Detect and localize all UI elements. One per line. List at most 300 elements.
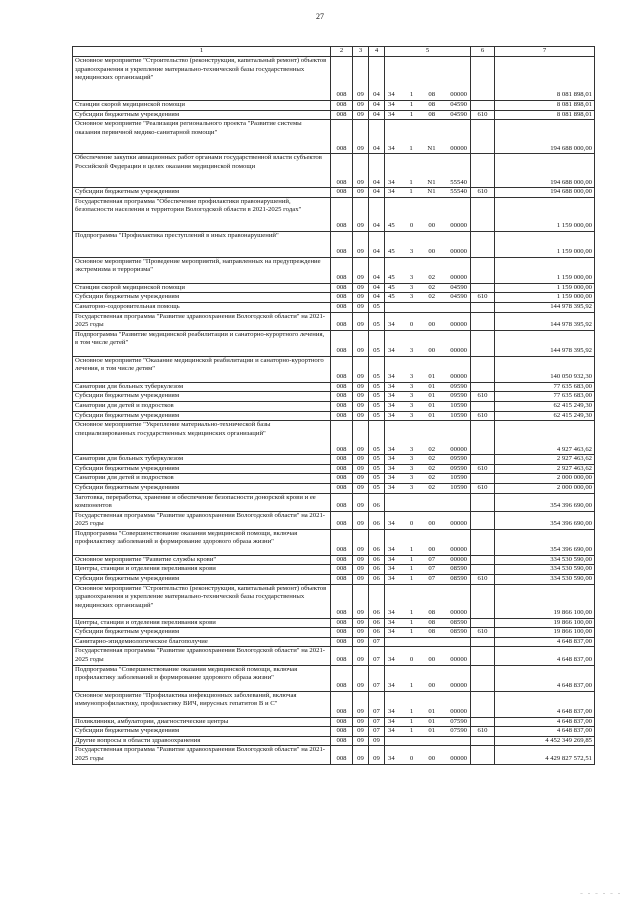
target-article-part: 10590 [450,483,467,491]
target-article-part: 1 [409,555,414,563]
row-code-subsection: 04 [369,110,385,120]
row-target-article [385,455,471,465]
target-article-part: 1 [409,717,414,725]
row-code-section: 09 [353,529,369,555]
target-article-part: 45 [388,283,395,291]
target-article-part: 02 [428,455,436,463]
row-name-cell: Подпрограмма "Совершенствование оказания медицинской помощи, включая профилактику заболеваний и формирование здорового образа жизни" [73,665,331,691]
target-article-part: 34 [388,188,395,196]
row-expense-type [471,717,495,727]
table-row [73,555,595,565]
row-code-section: 09 [353,356,369,382]
target-article-part: 34 [388,392,395,400]
row-code-subsection: 07 [369,637,385,647]
row-target-article [385,665,471,691]
row-expense-type [471,529,495,555]
row-expense-type: 610 [471,392,495,402]
table-row [73,197,595,231]
target-article-part: 34 [388,464,395,472]
row-target-article [385,565,471,575]
table-row [73,302,595,312]
row-code-admin: 008 [331,584,353,618]
row-code-subsection: 04 [369,188,385,198]
table-row [73,727,595,737]
target-article-part: 02 [428,283,436,291]
row-code-admin: 008 [331,312,353,330]
row-code-admin: 008 [331,691,353,717]
row-expense-type [471,736,495,746]
row-code-subsection: 06 [369,493,385,511]
row-code-subsection: 04 [369,231,385,257]
row-name-cell: Санатории для детей и подростков [73,474,331,484]
row-target-article [385,110,471,120]
target-article-part: 45 [388,222,395,230]
row-code-section: 09 [353,493,369,511]
target-article-part: 34 [388,445,395,453]
header-cell: 7 [495,47,595,57]
target-article-part: 09590 [450,382,467,390]
target-article-part: 01 [428,392,436,400]
target-article-part: 34 [388,628,395,636]
table-row [73,665,595,691]
row-expense-type [471,283,495,293]
table-row [73,312,595,330]
row-code-admin: 008 [331,529,353,555]
target-article-part: 0 [409,520,414,528]
table-row [73,691,595,717]
row-code-section: 09 [353,120,369,154]
target-article-part: 3 [409,274,414,282]
target-article-part: 08590 [450,575,467,583]
table-row [73,356,595,382]
row-target-article [385,411,471,421]
target-article-part: 34 [388,755,395,762]
row-target-article [385,483,471,493]
target-article-part: 00 [428,546,436,554]
row-target-article [385,382,471,392]
row-amount: 1 159 000,00 [495,293,595,303]
row-expense-type [471,474,495,484]
row-code-admin: 008 [331,474,353,484]
target-article-part: 1 [409,110,414,118]
row-name-cell: Санитарно-эпидемиологическое благополучие [73,637,331,647]
row-amount: 1 159 000,00 [495,197,595,231]
row-code-admin: 008 [331,401,353,411]
table-row [73,188,595,198]
row-amount: 354 396 690,00 [495,493,595,511]
row-code-subsection: 05 [369,356,385,382]
target-article-part: 1 [409,546,414,554]
target-article-part: 07 [428,565,436,573]
target-article-part: 34 [388,520,395,528]
target-article-part: 01 [428,708,436,716]
row-expense-type: 610 [471,293,495,303]
row-code-section: 09 [353,101,369,111]
table-row [73,483,595,493]
table-row [73,382,595,392]
target-article-part: 1 [409,178,413,186]
row-code-admin: 008 [331,293,353,303]
row-amount: 19 866 100,00 [495,584,595,618]
target-article-part: 3 [409,483,414,491]
row-target-article [385,188,471,198]
target-article-part: 00 [428,656,436,664]
target-article-part: 02 [428,474,436,482]
row-amount: 4 648 837,00 [495,647,595,665]
table-row [73,455,595,465]
row-expense-type: 610 [471,188,495,198]
row-name-cell: Другие вопросы в области здравоохранения [73,736,331,746]
row-code-section: 09 [353,110,369,120]
table-row [73,529,595,555]
target-article-part: 34 [388,91,395,99]
row-code-admin: 008 [331,392,353,402]
row-expense-type: 610 [471,727,495,737]
target-article-part: 34 [388,321,395,329]
row-code-admin: 008 [331,283,353,293]
row-target-article [385,154,471,188]
row-expense-type [471,511,495,529]
target-article-part: 34 [388,347,395,355]
row-code-subsection: 05 [369,330,385,356]
target-article-part: 1 [409,682,414,690]
row-code-admin: 008 [331,555,353,565]
row-amount: 194 688 000,00 [495,120,595,154]
target-article-part: N1 [427,178,436,186]
row-code-admin: 008 [331,618,353,628]
target-article-part: 3 [409,382,414,390]
row-code-section: 09 [353,647,369,665]
target-article-part: 1 [409,144,413,152]
row-code-subsection: 05 [369,312,385,330]
row-code-subsection: 06 [369,511,385,529]
row-expense-type [471,637,495,647]
table-row [73,511,595,529]
target-article-part: 08590 [450,565,467,573]
table-row [73,401,595,411]
target-article-part: 00000 [450,445,467,453]
row-code-admin: 008 [331,188,353,198]
row-code-section: 09 [353,483,369,493]
table-row [73,257,595,283]
row-code-section: 09 [353,584,369,618]
row-code-section: 09 [353,628,369,638]
target-article-part: 45 [388,293,395,301]
row-code-admin: 008 [331,302,353,312]
target-article-part: 34 [388,110,395,118]
target-article-part: 1 [409,565,414,573]
target-article-part: 02 [428,464,436,472]
target-article-part: 55540 [450,178,467,186]
row-code-section: 09 [353,392,369,402]
row-code-section: 09 [353,57,369,101]
row-code-section: 09 [353,421,369,455]
row-code-subsection: 06 [369,555,385,565]
row-amount: 2 927 463,62 [495,464,595,474]
row-code-section: 09 [353,231,369,257]
row-code-subsection: 07 [369,727,385,737]
target-article-part: 00000 [450,656,467,664]
budget-table [72,46,595,765]
row-code-admin: 008 [331,356,353,382]
target-article-part: 0 [409,755,414,762]
target-article-part: 00000 [450,546,467,554]
table-row [73,493,595,511]
target-article-part: 08 [428,101,436,108]
row-name-cell: Государственная программа "Развитие здравоохранения Вологодской области" на 2021-2025 годы [73,511,331,529]
target-article-part: 04590 [450,293,467,301]
target-article-part: N1 [427,144,436,152]
target-article-part: 08 [428,91,436,99]
row-target-article [385,529,471,555]
row-code-section: 09 [353,283,369,293]
table-row [73,154,595,188]
row-code-admin: 008 [331,717,353,727]
row-code-subsection: 04 [369,57,385,101]
target-article-part: 34 [388,178,395,186]
row-expense-type: 610 [471,575,495,585]
target-article-part: 0 [409,321,414,329]
row-name-cell: Субсидии бюджетным учреждениям [73,392,331,402]
row-target-article [385,618,471,628]
row-target-article [385,637,471,647]
target-article-part: 34 [388,682,395,690]
row-code-subsection: 09 [369,736,385,746]
target-article-part: 09590 [450,464,467,472]
target-article-part: 00000 [450,520,467,528]
target-article-part: 00000 [450,708,467,716]
target-article-part: 1 [409,727,414,735]
row-code-subsection: 04 [369,154,385,188]
target-article-part: 00 [428,755,436,762]
row-target-article [385,197,471,231]
row-code-subsection: 07 [369,647,385,665]
row-code-section: 09 [353,382,369,392]
table-row [73,231,595,257]
row-code-admin: 008 [331,746,353,764]
row-code-section: 09 [353,464,369,474]
target-article-part: 34 [388,373,395,381]
row-code-section: 09 [353,302,369,312]
target-article-part: 02 [428,293,436,301]
row-target-article [385,401,471,411]
table-row [73,565,595,575]
row-name-cell: Санатории для больных туберкулезом [73,455,331,465]
table-header-row [73,47,595,57]
row-code-section: 09 [353,293,369,303]
row-code-admin: 008 [331,231,353,257]
row-code-section: 09 [353,455,369,465]
table-row [73,474,595,484]
target-article-part: 1 [409,628,414,636]
row-code-subsection: 07 [369,691,385,717]
target-article-part: 34 [388,382,395,390]
row-name-cell: Поликлиники, амбулатории, диагностические центры [73,717,331,727]
row-expense-type [471,691,495,717]
header-cell: 1 [73,47,331,57]
scan-mark: ¨ ¨ ¨ ¨ ¨ ¨ [580,893,622,899]
row-code-admin: 008 [331,421,353,455]
row-code-subsection: 05 [369,483,385,493]
row-amount: 140 050 932,30 [495,356,595,382]
row-name-cell: Основное мероприятие "Строительство (реконструкция, капитальный ремонт) объектов здравоохранения и укрепление материально-технической базы государственных медицинских организаций" [73,57,331,101]
row-code-section: 09 [353,257,369,283]
row-expense-type [471,618,495,628]
row-amount: 2 000 000,00 [495,474,595,484]
row-name-cell: Станции скорой медицинской помощи [73,101,331,111]
table-row [73,575,595,585]
row-code-admin: 008 [331,197,353,231]
target-article-part: 3 [409,392,414,400]
row-name-cell: Субсидии бюджетным учреждениям [73,727,331,737]
row-code-section: 09 [353,154,369,188]
row-code-admin: 008 [331,455,353,465]
row-name-cell: Основное мероприятие "Оказание медицинской реабилитации и санаторно-курортного лечения, в том числе детям" [73,356,331,382]
row-amount: 194 688 000,00 [495,188,595,198]
target-article-part: 00000 [450,609,467,617]
row-name-cell: Центры, станции и отделения переливания крови [73,618,331,628]
target-article-part: 1 [409,618,414,626]
row-code-section: 09 [353,312,369,330]
row-code-subsection: 09 [369,746,385,764]
table-row [73,411,595,421]
target-article-part: 3 [409,464,414,472]
row-target-article [385,575,471,585]
row-code-subsection: 04 [369,120,385,154]
row-amount: 1 159 000,00 [495,283,595,293]
target-article-part: 09590 [450,455,467,463]
row-name-cell: Санатории для детей и подростков [73,401,331,411]
target-article-part: 34 [388,717,395,725]
row-name-cell: Субсидии бюджетным учреждениям [73,188,331,198]
row-name-cell: Подпрограмма "Профилактика преступлений в иных правонарушений" [73,231,331,257]
row-amount: 19 866 100,00 [495,628,595,638]
header-cell: 3 [353,47,369,57]
row-amount: 334 530 590,00 [495,565,595,575]
row-code-subsection: 05 [369,302,385,312]
table-row [73,392,595,402]
target-article-part: 07590 [450,717,467,725]
target-article-part: 3 [409,283,414,291]
row-amount: 8 081 898,01 [495,57,595,101]
row-target-article [385,392,471,402]
row-expense-type [471,421,495,455]
header-cell: 5 [385,47,471,57]
row-name-cell: Обеспечение закупки авиационных работ органами государственной власти субъектов Российской Федерации в целях оказания медицинской помощи [73,154,331,188]
row-amount: 8 081 898,01 [495,110,595,120]
row-target-article [385,120,471,154]
row-code-subsection: 05 [369,474,385,484]
target-article-part: 34 [388,575,395,583]
row-target-article [385,736,471,746]
table-row [73,110,595,120]
row-code-section: 09 [353,411,369,421]
row-name-cell: Государственная программа "Развитие здравоохранения Вологодской области" на 2021-2025 годы [73,312,331,330]
table-row [73,293,595,303]
row-expense-type [471,555,495,565]
row-code-section: 09 [353,330,369,356]
table-row [73,736,595,746]
row-name-cell: Государственная программа "Развитие здравоохранения Вологодской области" на 2021-2025 годы [73,647,331,665]
row-code-admin: 008 [331,483,353,493]
target-article-part: 34 [388,411,395,419]
row-target-article [385,746,471,764]
target-article-part: 01 [428,373,436,381]
target-article-part: 0 [409,222,414,230]
row-code-section: 09 [353,575,369,585]
row-amount: 354 396 690,00 [495,529,595,555]
row-code-admin: 008 [331,120,353,154]
row-code-subsection: 04 [369,101,385,111]
row-target-article [385,101,471,111]
row-code-section: 09 [353,717,369,727]
row-name-cell: Заготовка, переработка, хранение и обеспечение безопасности донорской крови и ее компонентов [73,493,331,511]
row-code-section: 09 [353,188,369,198]
row-name-cell: Станции скорой медицинской помощи [73,283,331,293]
row-target-article [385,717,471,727]
table-row [73,628,595,638]
table-row [73,101,595,111]
row-expense-type [471,120,495,154]
target-article-part: 45 [388,274,395,282]
table-row [73,120,595,154]
row-code-subsection: 06 [369,628,385,638]
row-amount: 4 648 837,00 [495,637,595,647]
row-name-cell: Субсидии бюджетным учреждениям [73,575,331,585]
row-amount: 144 978 395,92 [495,312,595,330]
target-article-part: 45 [388,248,395,256]
row-code-admin: 008 [331,727,353,737]
row-amount: 62 415 249,30 [495,411,595,421]
target-article-part: 02 [428,483,436,491]
row-target-article [385,356,471,382]
target-article-part: 34 [388,483,395,491]
row-expense-type [471,584,495,618]
row-code-admin: 008 [331,257,353,283]
row-code-section: 09 [353,691,369,717]
row-code-section: 09 [353,197,369,231]
target-article-part: 01 [428,382,436,390]
row-target-article [385,727,471,737]
header-cell: 2 [331,47,353,57]
row-expense-type [471,647,495,665]
target-article-part: 08 [428,628,436,636]
target-article-part: 34 [388,555,395,563]
row-name-cell: Основное мероприятие "Строительство (реконструкция, капитальный ремонт) объектов здравоохранения и укрепление материально-технической базы государственных медицинских организаций" [73,584,331,618]
row-name-cell: Основное мероприятие "Укрепление материально-технической базы специализированных государственных медицинских организаций" [73,421,331,455]
target-article-part: 34 [388,546,395,554]
target-article-part: 00 [428,520,436,528]
row-code-admin: 008 [331,665,353,691]
target-article-part: N1 [427,188,436,196]
row-amount: 77 635 683,00 [495,382,595,392]
row-target-article [385,293,471,303]
row-code-subsection: 06 [369,529,385,555]
target-article-part: 00000 [450,555,467,563]
row-code-admin: 008 [331,101,353,111]
row-code-subsection: 06 [369,584,385,618]
row-target-article [385,231,471,257]
target-article-part: 00000 [450,248,467,256]
target-article-part: 1 [409,101,414,108]
target-article-part: 34 [388,455,395,463]
row-code-subsection: 06 [369,575,385,585]
target-article-part: 3 [409,445,414,453]
target-article-part: 00000 [450,91,467,99]
target-article-part: 00000 [450,347,467,355]
row-code-section: 09 [353,555,369,565]
row-expense-type [471,257,495,283]
